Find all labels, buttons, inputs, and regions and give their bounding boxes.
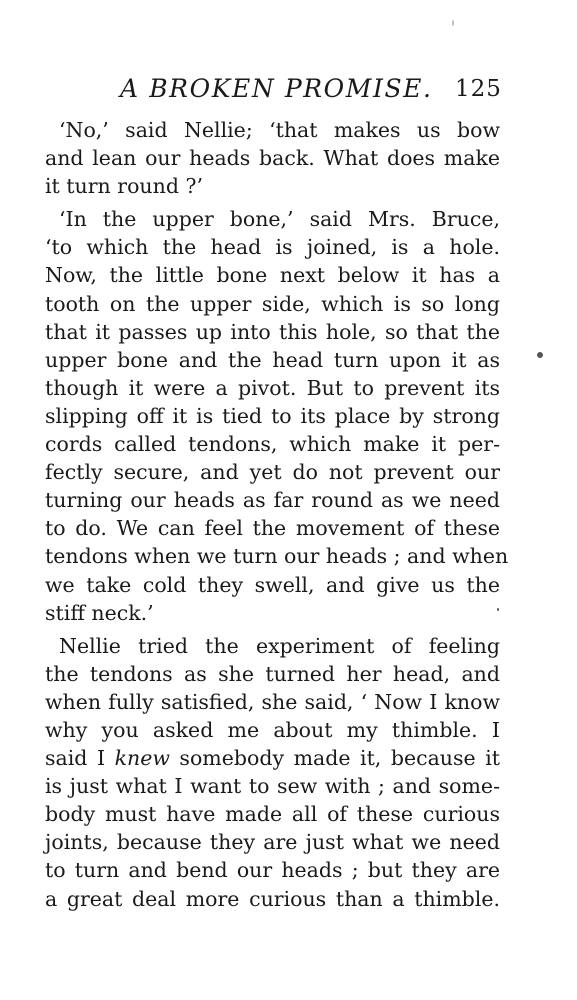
body-text bbox=[45, 116, 509, 911]
text-line: fectly secure, and yet do not prevent our bbox=[45, 460, 500, 485]
text-line: Now, the little bone next below it has a bbox=[45, 263, 500, 288]
italic-word: knew bbox=[114, 746, 170, 771]
text-line: though it were a pivot. But to prevent its bbox=[45, 375, 500, 400]
text-line: it turn round ?’ bbox=[45, 174, 203, 199]
text-line: the tendons as she turned her head, and bbox=[45, 661, 500, 686]
text-line: stiff neck.’ bbox=[45, 600, 154, 625]
text-line: to turn and bend our heads ; but they are bbox=[45, 858, 500, 883]
running-header bbox=[0, 72, 577, 106]
text-fragment: somebody made it, because it bbox=[169, 746, 500, 771]
text-line: joints, because they are just what we need bbox=[45, 830, 500, 855]
text-line: tendons when we turn our heads ; and when bbox=[45, 544, 509, 569]
ink-speck bbox=[452, 20, 454, 26]
running-title: A BROKEN PROMISE. bbox=[120, 74, 433, 103]
text-line: is just what I want to sew with ; and some- bbox=[45, 774, 500, 799]
text-line: and lean our heads back. What does make bbox=[45, 146, 500, 171]
text-line: upper bone and the head turn upon it as bbox=[45, 347, 500, 372]
text-line: tooth on the upper side, which is so long bbox=[45, 291, 500, 316]
text-line: turning our heads as far round as we need bbox=[45, 488, 500, 513]
text-line: cords called tendons, which make it per- bbox=[45, 432, 500, 457]
ink-speck bbox=[537, 352, 543, 358]
text-line-emphasis bbox=[45, 744, 500, 772]
text-line: ‘No,’ said Nellie; ‘that makes us bow bbox=[59, 118, 500, 142]
text-line: that it passes up into this hole, so that the bbox=[45, 319, 500, 344]
text-line: ‘to which the head is joined, is a hole. bbox=[45, 235, 500, 260]
text-line: a great deal more curious than a thimble. bbox=[45, 886, 500, 911]
text-line: when fully satisfied, she said, ‘ Now I know bbox=[45, 689, 500, 714]
text-line: slipping off it is tied to its place by strong bbox=[45, 403, 500, 428]
text-line: to do. We can feel the movement of these bbox=[45, 516, 500, 541]
text-line: we take cold they swell, and give us the bbox=[45, 572, 500, 597]
page-number: 125 bbox=[455, 76, 502, 102]
text-fragment: said I bbox=[45, 746, 115, 771]
text-line: why you asked me about my thimble. I bbox=[45, 717, 500, 742]
text-line: body must have made all of these curious bbox=[45, 802, 500, 827]
text-line: Nellie tried the experiment of feeling bbox=[59, 633, 500, 658]
ink-speck bbox=[497, 608, 499, 611]
text-line: ‘In the upper bone,’ said Mrs. Bruce, bbox=[59, 207, 500, 232]
